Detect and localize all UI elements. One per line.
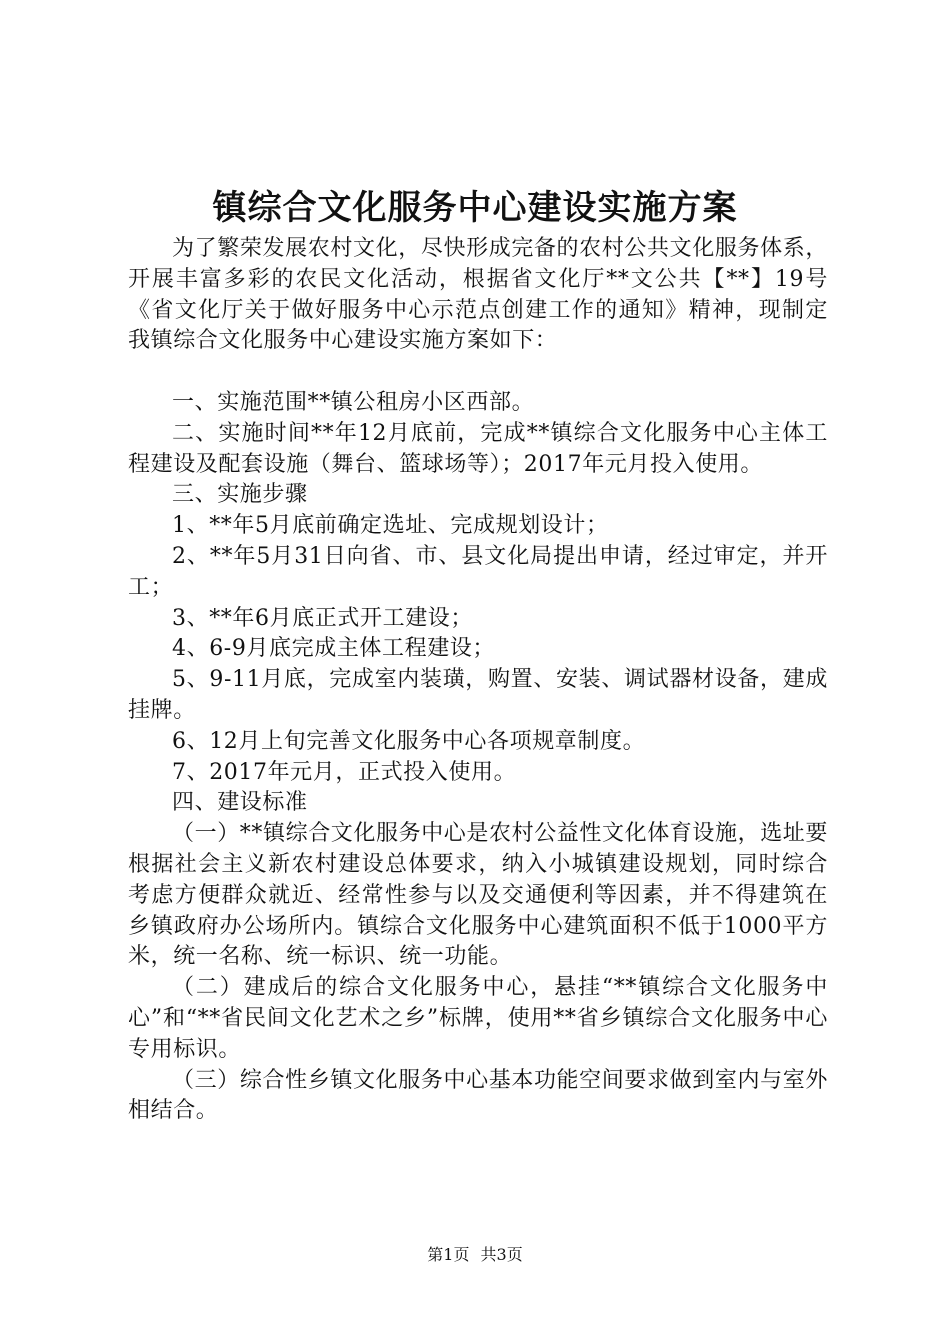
standard-item: （三）综合性乡镇文化服务中心基本功能空间要求做到室内与室外相结合。: [128, 1067, 828, 1124]
standard-item: （一）**镇综合文化服务中心是农村公益性文化体育设施，选址要根据社会主义新农村建设总体要求，纳入小城镇建设规划，同时综合考虑方便群众就近、经常性参与以及交通便利等因素，并不得建筑在乡镇政府办公场所内。镇综合文化服务中心建筑面积不低于1000平方米，统一名称、统一标识、统一功能。: [128, 821, 829, 970]
page-number: 第1页: [427, 1245, 470, 1264]
document-title: 镇综合文化服务中心建设实施方案: [212, 188, 738, 228]
step-item: 1、**年5月底前确定选址、完成规划设计；: [172, 513, 609, 539]
section-scope: 一、实施范围**镇公租房小区西部。: [172, 389, 535, 415]
standard-item: （二）建成后的综合文化服务中心，悬挂“**镇综合文化服务中心”和“**省民间文化艺术之乡”标牌，使用**省乡镇综合文化服务中心专用标识。: [128, 975, 828, 1062]
section-time: 二、实施时间**年12月底前，完成**镇综合文化服务中心主体工程建设及配套设施（舞台、篮球场等）；2017年元月投入使用。: [128, 420, 828, 477]
step-item: 3、**年6月底正式开工建设；: [172, 605, 473, 631]
step-item: 5、9-11月底，完成室内装璜，购置、安装、调试器材设备，建成挂牌。: [128, 667, 828, 723]
page-total: 共3页: [480, 1245, 523, 1264]
step-item: 6、12月上旬完善文化服务中心各项规章制度。: [172, 728, 646, 754]
intro-paragraph: 为了繁荣发展农村文化，尽快形成完备的农村公共文化服务体系，开展丰富多彩的农民文化活动，根据省文化厅**文公共【**】19号《省文化厅关于做好服务中心示范点创建工作的通知》精神，现制定我镇综合文化服务中心建设实施方案如下：: [128, 236, 828, 354]
step-item: 4、6-9月底完成主体工程建设；: [172, 636, 496, 662]
section-standards-heading: 四、建设标准: [172, 790, 308, 816]
page-footer: [0, 1244, 950, 1266]
section-steps-heading: 三、实施步骤: [172, 482, 308, 508]
document-body: [128, 234, 828, 1127]
step-item: 7、2017年元月，正式投入使用。: [172, 759, 517, 785]
step-item: 2、**年5月31日向省、市、县文化局提出申请，经过审定，并开工；: [128, 543, 828, 600]
